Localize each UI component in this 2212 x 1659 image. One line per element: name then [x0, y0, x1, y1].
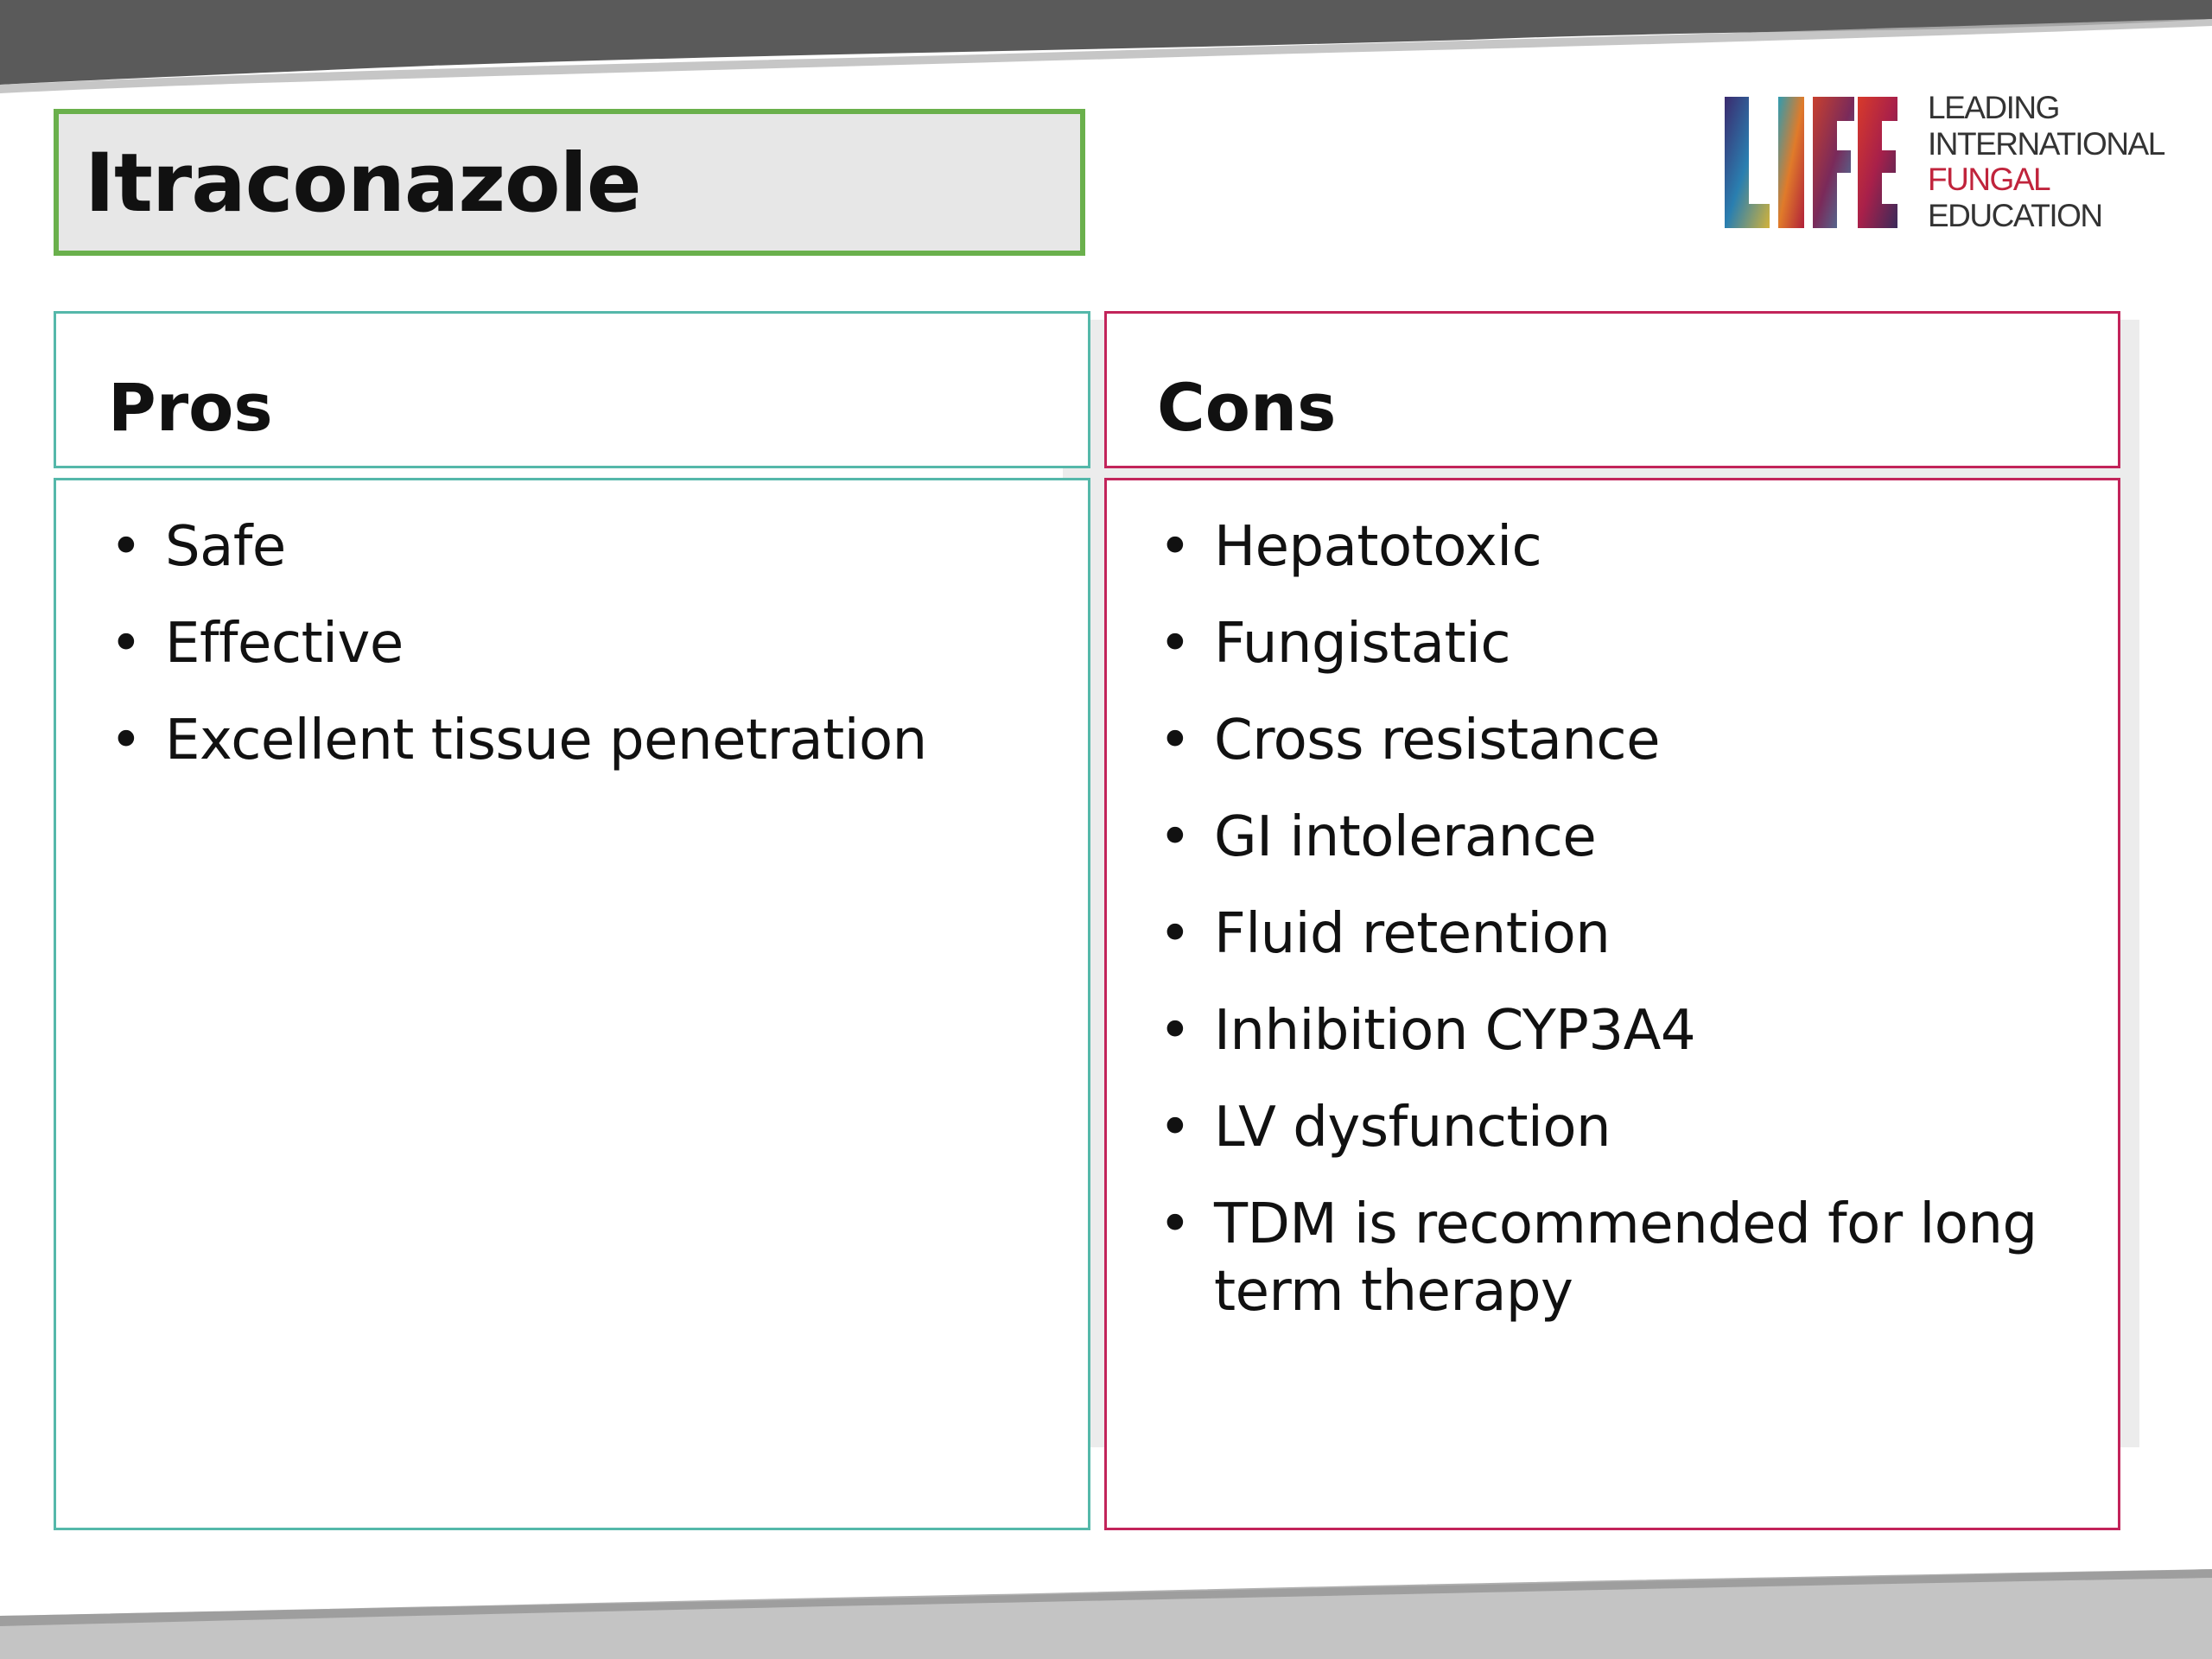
list-item: [56, 707, 1088, 774]
bullet-icon: •: [110, 612, 143, 676]
logo-line-leading: LEADING: [1928, 90, 2059, 125]
logo-line-fungal: FUNGAL: [1928, 162, 2050, 197]
list-item-text: TDM is recommended for long term therapy: [1214, 1192, 2037, 1324]
bullet-icon: •: [110, 709, 143, 772]
bullet-icon: •: [110, 515, 143, 579]
bullet-icon: •: [1159, 515, 1192, 579]
list-item: [1107, 513, 2118, 581]
list-item-text: LV dysfunction: [1214, 1096, 1611, 1160]
list-item: [1107, 707, 2118, 774]
cons-header-box: [1104, 311, 2120, 468]
list-item: [1107, 1094, 2118, 1161]
bullet-icon: •: [1159, 902, 1192, 966]
bullet-icon: •: [1159, 999, 1192, 1063]
list-item: [1107, 997, 2118, 1065]
list-item-text: Excellent tissue penetration: [165, 709, 927, 772]
list-item: [56, 513, 1088, 581]
list-item: [1107, 1191, 2118, 1325]
list-item-text: Effective: [165, 612, 404, 676]
bottom-decorative-band: [0, 1547, 2212, 1659]
life-logo: [1723, 90, 2164, 237]
list-item-text: Safe: [165, 515, 286, 579]
list-item: [1107, 804, 2118, 871]
pros-list-box: [54, 478, 1090, 1530]
list-item-text: Inhibition CYP3A4: [1214, 999, 1696, 1063]
list-item: [1107, 900, 2118, 968]
list-item: [1107, 610, 2118, 677]
list-item-text: Hepatotoxic: [1214, 515, 1542, 579]
logo-line-international: INTERNATIONAL: [1928, 125, 2164, 162]
list-item-text: GI intolerance: [1214, 805, 1597, 869]
pros-heading: Pros: [108, 369, 273, 446]
list-item-text: Fluid retention: [1214, 902, 1611, 966]
list-item-text: Cross resistance: [1214, 709, 1660, 772]
pros-list: [56, 513, 1088, 804]
bullet-icon: •: [1159, 805, 1192, 869]
pros-header-box: [54, 311, 1090, 468]
bullet-icon: •: [1159, 709, 1192, 772]
life-logo-mark-icon: [1723, 95, 1899, 230]
cons-heading: Cons: [1157, 369, 1337, 446]
bullet-icon: •: [1159, 612, 1192, 676]
list-item-text: Fungistatic: [1214, 612, 1511, 676]
bullet-icon: •: [1159, 1096, 1192, 1160]
cons-list: [1107, 513, 2118, 1355]
bullet-icon: •: [1159, 1192, 1192, 1256]
cons-list-box: [1104, 478, 2120, 1530]
logo-line-education: EDUCATION: [1928, 197, 2102, 233]
slide-title: Itraconazole: [85, 137, 641, 231]
title-box: [54, 109, 1085, 256]
list-item: [56, 610, 1088, 677]
life-logo-text: [1928, 90, 2164, 233]
